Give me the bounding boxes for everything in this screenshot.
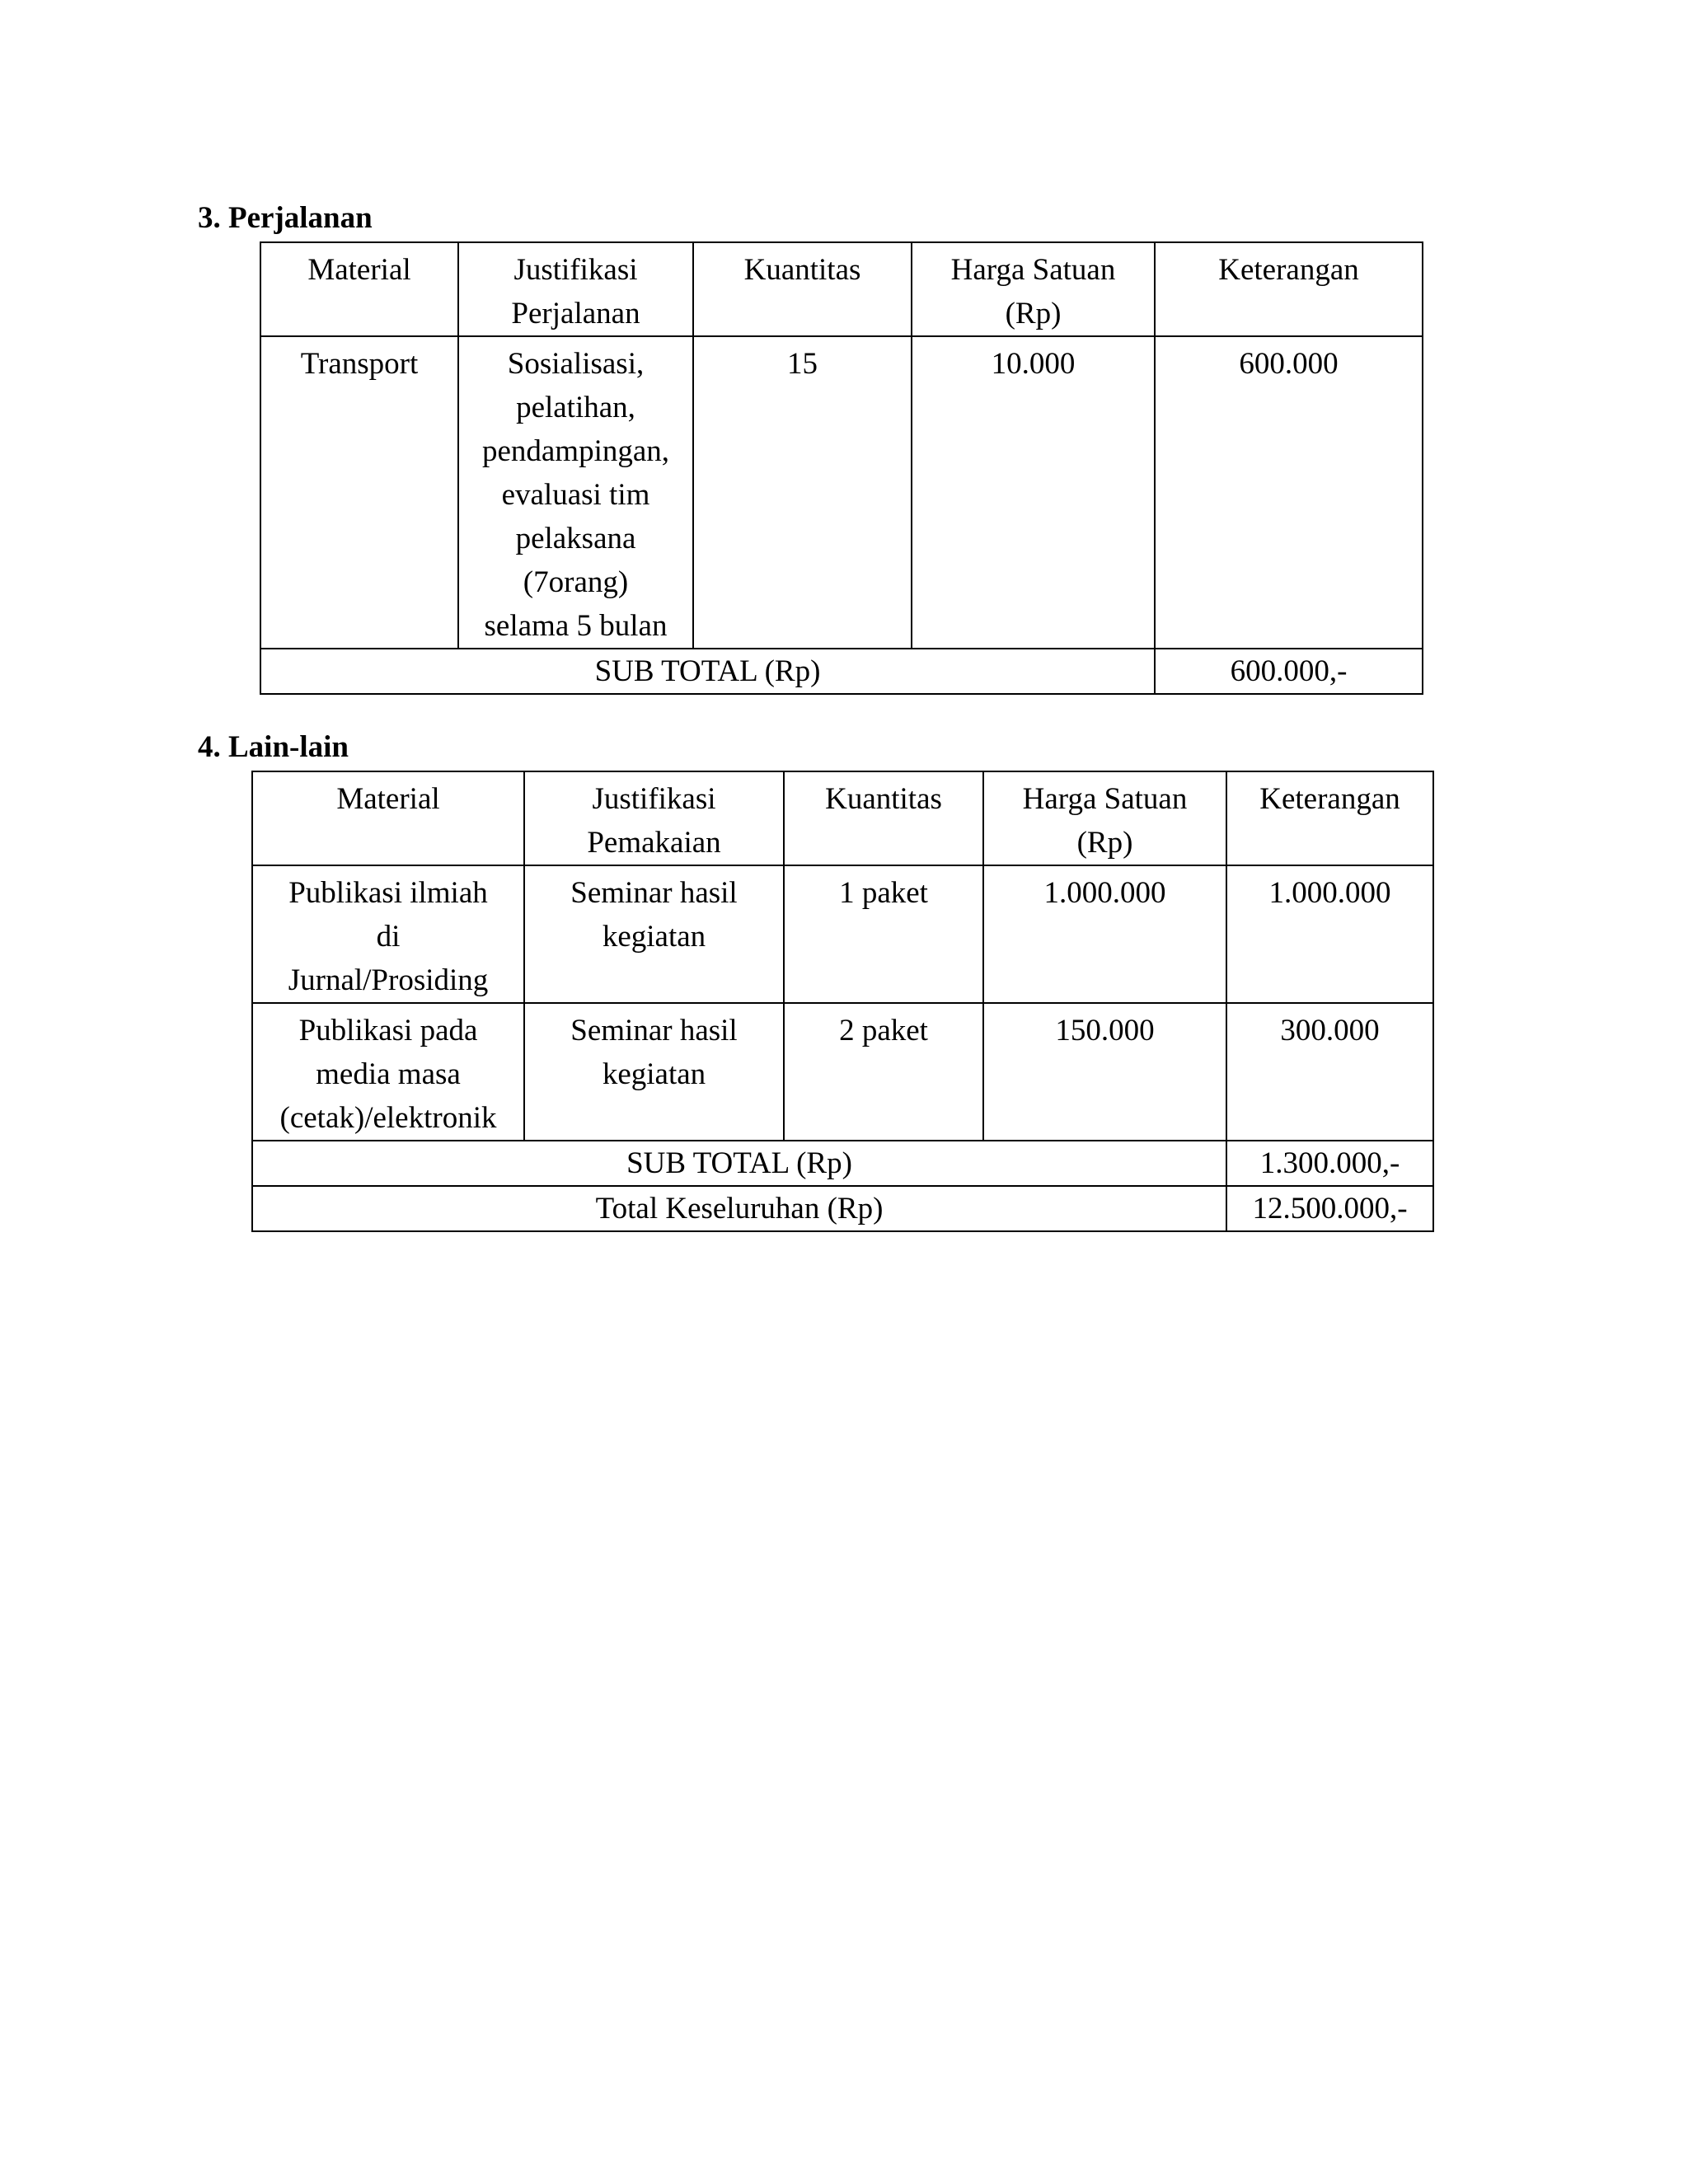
table-header-row: [252, 771, 1433, 865]
header-harga-satuan: Harga Satuan (Rp): [983, 771, 1226, 865]
cell-material: Publikasi pada media masa (cetak)/elektronik: [252, 1003, 524, 1141]
subtotal-label: SUB TOTAL (Rp): [252, 1141, 1226, 1186]
total-label: Total Keseluruhan (Rp): [252, 1186, 1226, 1231]
section-title-lain-lain: 4. Lain-lain: [198, 730, 349, 764]
header-kuantitas: Kuantitas: [693, 242, 912, 336]
cell-harga: 1.000.000: [983, 865, 1226, 1003]
subtotal-value: 1.300.000,-: [1226, 1141, 1433, 1186]
cell-keterangan: 1.000.000: [1226, 865, 1433, 1003]
cell-harga: 10.000: [912, 336, 1155, 649]
cell-keterangan: 600.000: [1155, 336, 1423, 649]
table-row: [252, 865, 1433, 1003]
cell-justifikasi: Seminar hasil kegiatan: [524, 865, 784, 1003]
subtotal-row: [252, 1141, 1433, 1186]
header-keterangan: Keterangan: [1155, 242, 1423, 336]
cell-material: Publikasi ilmiah di Jurnal/Prosiding: [252, 865, 524, 1003]
header-justifikasi: Justifikasi Perjalanan: [458, 242, 693, 336]
cell-justifikasi: Seminar hasil kegiatan: [524, 1003, 784, 1141]
subtotal-value: 600.000,-: [1155, 649, 1423, 694]
cell-kuantitas: 1 paket: [784, 865, 983, 1003]
section-title-perjalanan: 3. Perjalanan: [198, 201, 373, 235]
header-material: Material: [252, 771, 524, 865]
total-row: [252, 1186, 1433, 1231]
table-lain-lain: [251, 771, 1434, 1232]
header-keterangan: Keterangan: [1226, 771, 1433, 865]
header-justifikasi: Justifikasi Pemakaian: [524, 771, 784, 865]
cell-material: Transport: [260, 336, 458, 649]
table-row: [260, 336, 1423, 649]
cell-kuantitas: 2 paket: [784, 1003, 983, 1141]
subtotal-row: [260, 649, 1423, 694]
table-row: [252, 1003, 1433, 1141]
cell-kuantitas: 15: [693, 336, 912, 649]
header-material: Material: [260, 242, 458, 336]
header-kuantitas: Kuantitas: [784, 771, 983, 865]
table-perjalanan: [260, 241, 1423, 695]
subtotal-label: SUB TOTAL (Rp): [260, 649, 1155, 694]
table-header-row: [260, 242, 1423, 336]
cell-keterangan: 300.000: [1226, 1003, 1433, 1141]
total-value: 12.500.000,-: [1226, 1186, 1433, 1231]
cell-harga: 150.000: [983, 1003, 1226, 1141]
header-harga-satuan: Harga Satuan (Rp): [912, 242, 1155, 336]
cell-justifikasi: Sosialisasi, pelatihan, pendampingan, evaluasi tim pelaksana (7orang) selama 5 bulan: [458, 336, 693, 649]
